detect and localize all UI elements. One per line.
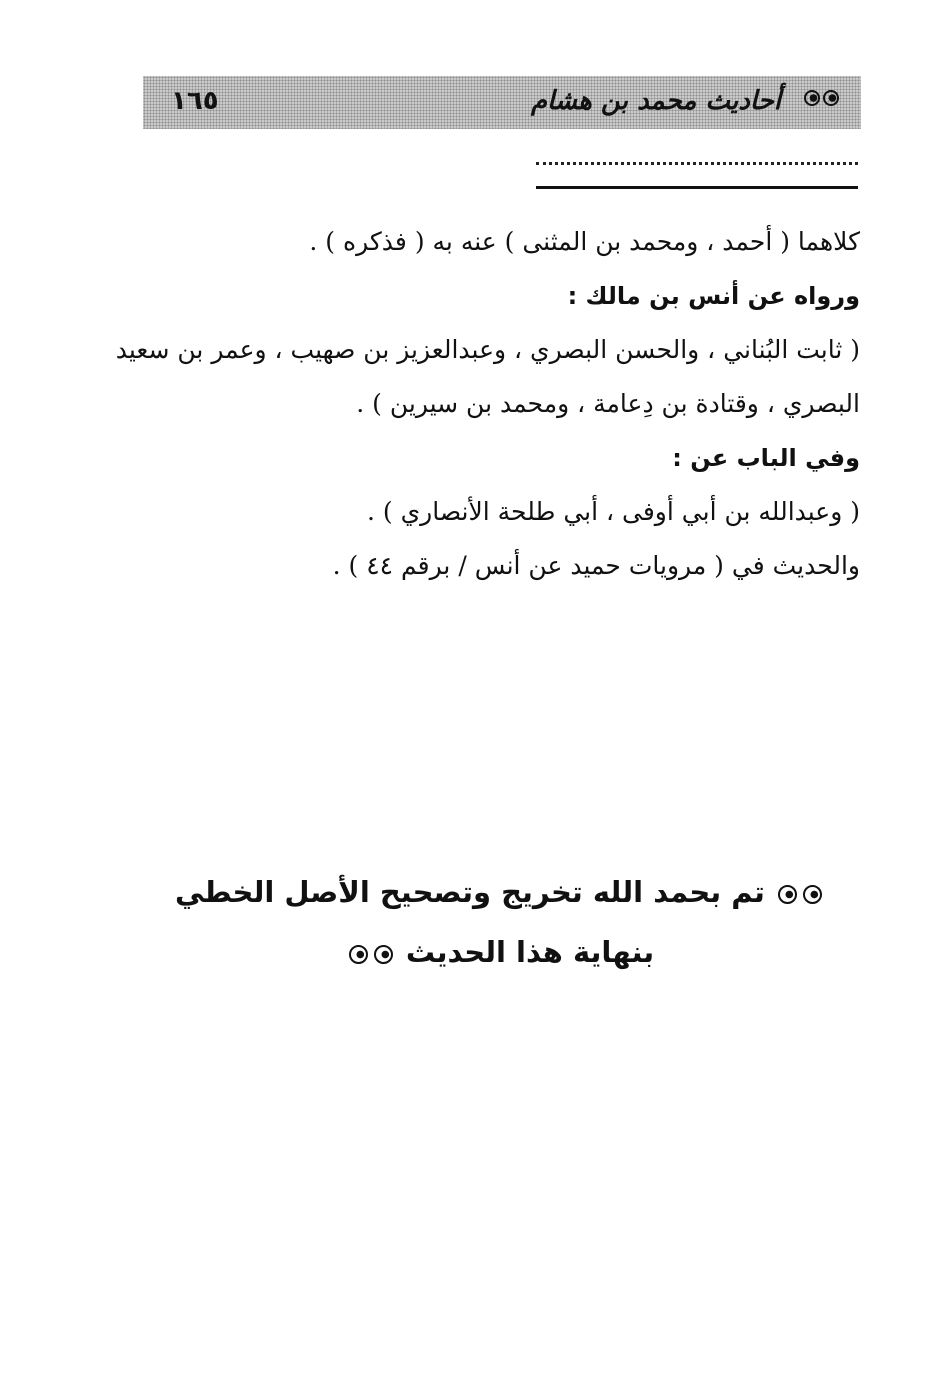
circle-bullet-icon xyxy=(803,885,822,904)
dotted-divider xyxy=(536,162,858,165)
header-ornament xyxy=(804,90,839,106)
running-title: أحاديث محمد بن هشام xyxy=(530,86,781,116)
page-header xyxy=(143,76,861,129)
circle-bullet-icon xyxy=(374,945,393,964)
closing-text-1: تم بحمد الله تخريج وتصحيح الأصل الخطي xyxy=(174,875,765,909)
text-line-2: ( ثابت البُناني ، والحسن البصري ، وعبدالعزيز بن صهيب ، وعمر بن سعيد xyxy=(115,335,860,364)
page-number: ١٦٥ xyxy=(171,86,219,116)
closing-line-1 xyxy=(140,862,860,922)
closing-line-2 xyxy=(140,922,860,982)
text-line-5: والحديث في ( مرويات حميد عن أنس / برقم ٤٤ ) . xyxy=(332,551,860,580)
text-line-1: كلاهما ( أحمد ، ومحمد بن المثنى ) عنه به ( فذكره ) . xyxy=(309,227,860,256)
body-text xyxy=(115,215,860,593)
text-line-3: البصري ، وقتادة بن دِعامة ، ومحمد بن سيرين ) . xyxy=(356,389,860,418)
solid-divider xyxy=(536,186,858,189)
circle-bullet-icon xyxy=(823,90,839,106)
circle-bullet-icon xyxy=(349,945,368,964)
circle-bullet-icon xyxy=(804,90,820,106)
closing-note xyxy=(140,862,860,982)
closing-text-2: بنهاية هذا الحديث xyxy=(405,935,655,969)
section-heading-chapter: وفي الباب عن : xyxy=(672,444,860,472)
circle-bullet-icon xyxy=(778,885,797,904)
section-heading-narrators: ورواه عن أنس بن مالك : xyxy=(567,282,860,310)
text-line-4: ( وعبدالله بن أبي أوفى ، أبي طلحة الأنصاري ) . xyxy=(367,497,860,526)
